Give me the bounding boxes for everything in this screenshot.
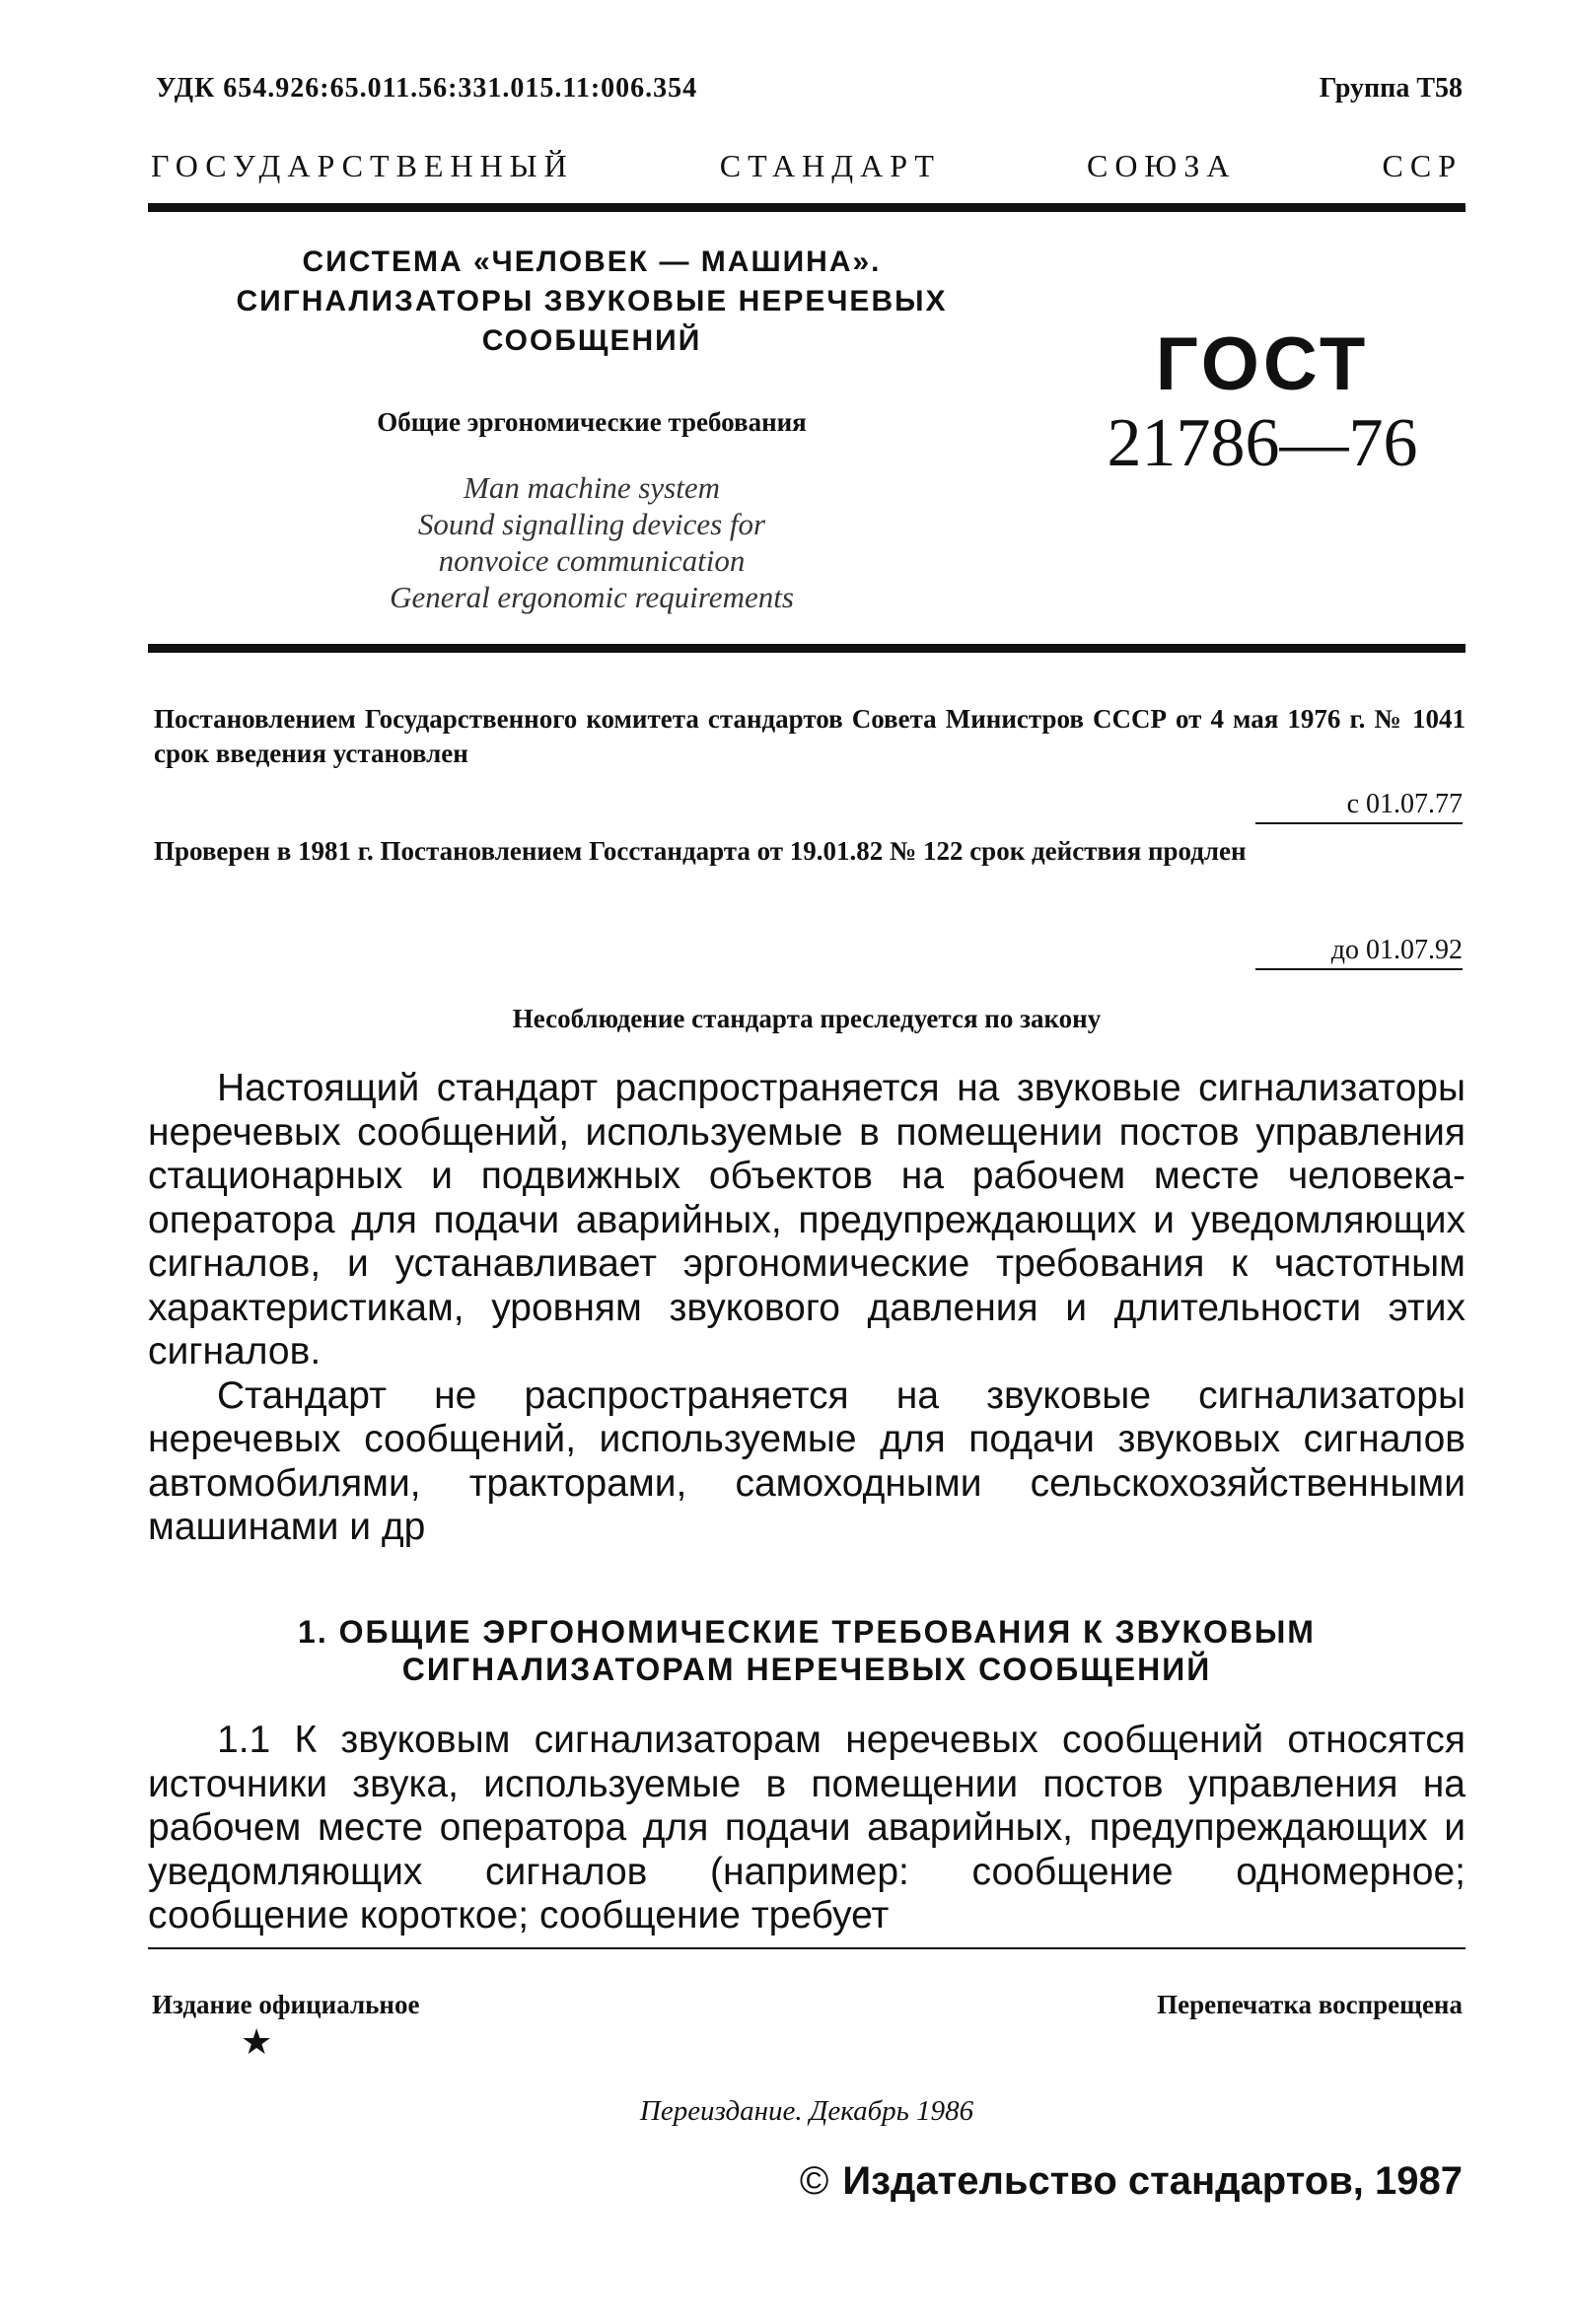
clause-1-1 [148, 1719, 1466, 1938]
paragraph: Стандарт не распространяется на звуковые сигнализаторы неречевых сообщений, используемые для подачи звуковых сигналов автомобилями, тракторами, самоходными сельскохозяйственными машинами и др [148, 1373, 1466, 1548]
group-code: Группа Т58 [1319, 73, 1463, 104]
section-heading [148, 1613, 1466, 1688]
standard-subtitle: Общие эргономические требования [377, 407, 807, 437]
reissue-note: Переиздание. Декабрь 1986 [639, 2095, 974, 2127]
gost-number: 21786—76 [1107, 405, 1418, 481]
standard-title [148, 243, 1036, 361]
checked-text: Проверен в 1981 г. Постановлением Госстандарта от 19.01.82 № 122 срок действия продлен [154, 836, 1247, 866]
udk-code: УДК 654.926:65.011.56:331.015.11:006.354 [156, 73, 698, 104]
state-standard-heading [151, 148, 1463, 184]
english-line: General ergonomic requirements [390, 580, 794, 614]
reprint-prohibited: Перепечатка воспрещена [1157, 1990, 1463, 2019]
section-title-line: СИГНАЛИЗАТОРАМ НЕРЕЧЕВЫХ СООБЩЕНИЙ [401, 1652, 1212, 1687]
heading-word: ССР [1382, 148, 1463, 183]
official-edition: Издание официальное [152, 1990, 420, 2019]
title-line: СИСТЕМА «ЧЕЛОВЕК — МАШИНА». [302, 246, 882, 278]
english-title [148, 469, 1036, 615]
section-title-line: 1. ОБЩИЕ ЭРГОНОМИЧЕСКИЕ ТРЕБОВАНИЯ К ЗВУКОВЫМ [298, 1614, 1316, 1650]
gost-designation [1065, 322, 1460, 483]
intro-text [148, 1067, 1466, 1550]
extended-until: до 01.07.92 [1255, 935, 1463, 970]
gost-label: ГОСТ [1155, 322, 1370, 406]
heading-word: СТАНДАРТ [719, 148, 941, 183]
publisher-line [800, 2159, 1463, 2204]
title-line: СООБЩЕНИЙ [481, 324, 702, 357]
english-line: Sound signalling devices for [417, 507, 766, 541]
copyright-icon: © [799, 2159, 829, 2203]
heading-word: ГОСУДАРСТВЕННЫЙ [151, 148, 574, 183]
paragraph: 1.1 К звуковым сигнализаторам неречевых сообщений относятся источники звука, используемые в помещении постов управления на рабочем месте оператора для подачи аварийных, предупреждающих и уведомляющих сигналов (например: сообщение одномерное; сообщение короткое; сообщение требует [148, 1719, 1466, 1937]
heading-word: СОЮЗА [1086, 148, 1237, 183]
star-icon: ★ [241, 2022, 273, 2062]
effective-date: с 01.07.77 [1255, 789, 1463, 824]
paragraph: Настоящий стандарт распространяется на звуковые сигнализаторы неречевых сообщений, используемые в помещении постов управления стационарных и подвижных объектов на рабочем месте человека-оператора для подачи аварийных, предупреждающих и уведомляющих сигналов, и устанавливает эргономические требования к частотным характеристикам, уровням звукового давления и длительности этих сигналов. [148, 1067, 1466, 1373]
title-line: СИГНАЛИЗАТОРЫ ЗВУКОВЫЕ НЕРЕЧЕВЫХ [236, 285, 948, 317]
legal-notice: Несоблюдение стандарта преследуется по закону [512, 1004, 1102, 1033]
english-line: nonvoice communication [438, 543, 746, 578]
title-bottom-rule [148, 644, 1466, 653]
decree-text: Постановлением Государственного комитета стандартов Совета Министров СССР от 4 мая 1976 г. № 1041 срок введения установлен [154, 704, 1466, 768]
top-rule [148, 203, 1466, 212]
publisher-name: Издательство стандартов, 1987 [842, 2159, 1463, 2203]
footer-rule [148, 1947, 1466, 1949]
english-line: Man machine system [464, 470, 720, 505]
